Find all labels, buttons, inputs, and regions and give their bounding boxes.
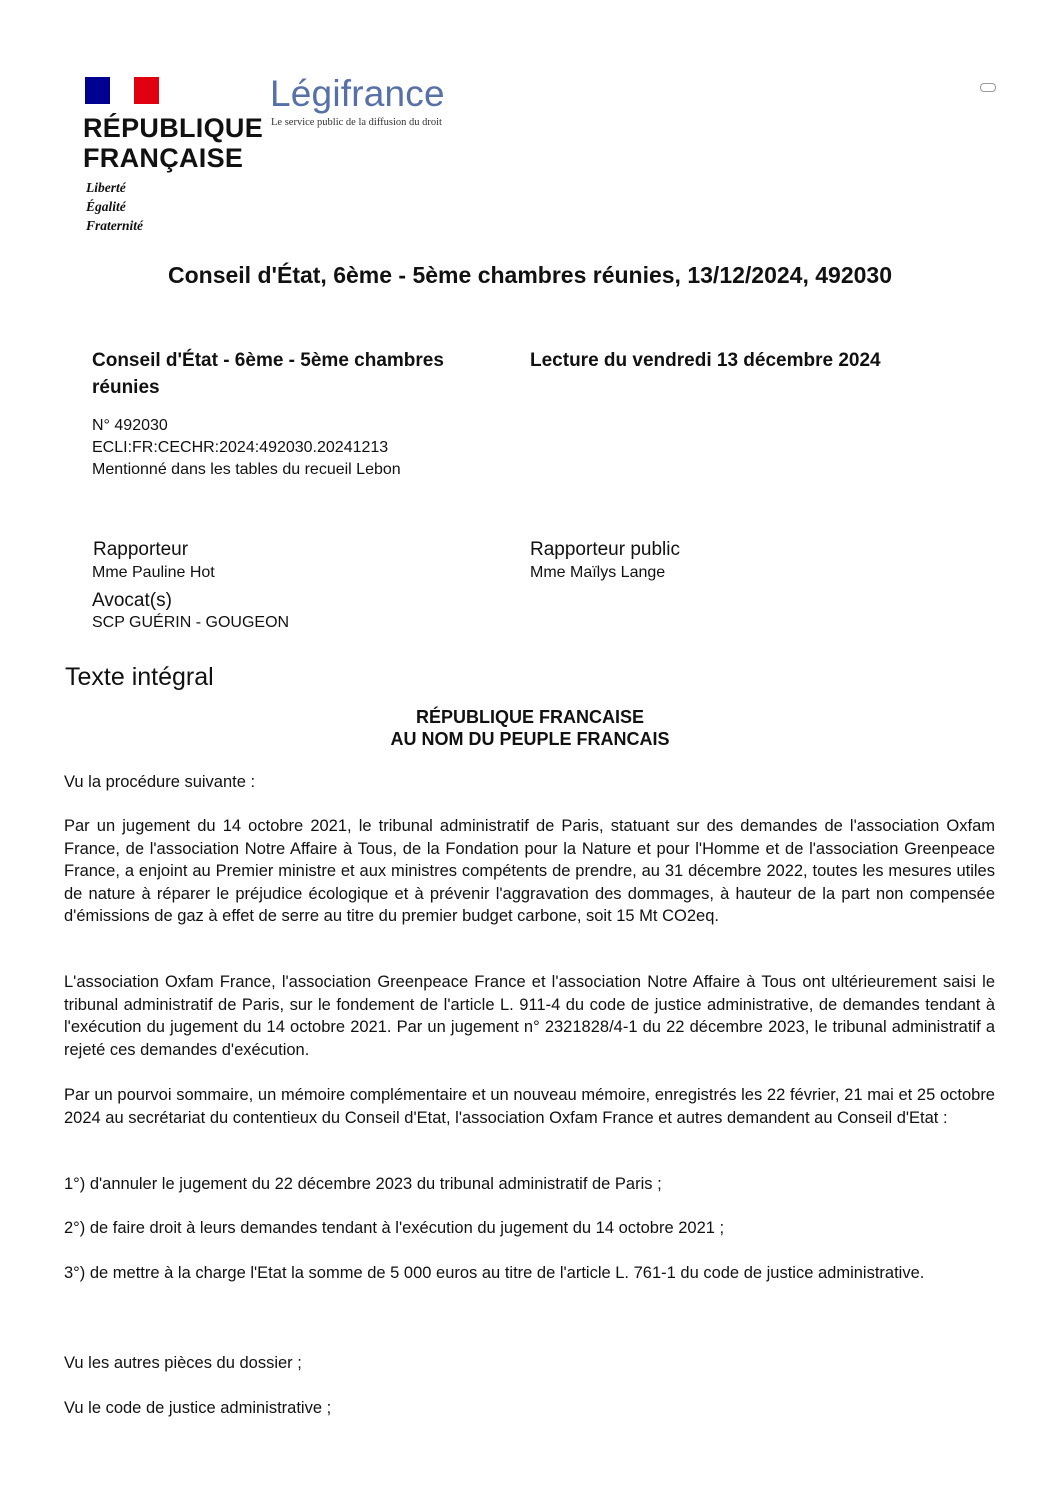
page-title: Conseil d'État, 6ème - 5ème chambres réunies, 13/12/2024, 492030 bbox=[168, 262, 892, 288]
motto-egalite: Égalité bbox=[86, 199, 126, 214]
court-name: Conseil d'État - 6ème - 5ème chambres réunies bbox=[92, 350, 444, 398]
motto-liberte: Liberté bbox=[86, 180, 126, 195]
paragraph: Vu le code de justice administrative ; bbox=[64, 1399, 332, 1417]
legifrance-tagline: Le service public de la diffusion du droit bbox=[271, 117, 442, 128]
rapporteur-public-name: Mme Maïlys Lange bbox=[530, 564, 666, 581]
heading-republique: RÉPUBLIQUE FRANCAISE bbox=[415, 707, 644, 727]
paragraph: L'association Oxfam France, l'association Greenpeace France et l'association Notre Affaire à Tous ont ultérieurement saisi le tribunal administratif de Paris, sur le fondement de l'article L. 911-4 du code de justice administrative, de demandes tendant à l'exécution du jugement du 14 octobre 2021. Par un jugement n° 2321828/4-1 du 22 décembre 2023, le tribunal administratif a rejeté ces demandes d'exécution. bbox=[64, 973, 995, 1059]
motto-fraternite: Fraternité bbox=[86, 218, 144, 233]
rapporteur-name: Mme Pauline Hot bbox=[92, 564, 215, 581]
paragraph: Par un jugement du 14 octobre 2021, le tribunal administratif de Paris, statuant sur des demandes de l'association Oxfam France, de l'association Notre Affaire à Tous, de la Fondation pour la Nature et pour l'Homme et de l'association Greenpeace France, a enjoint au Premier ministre et aux ministres compétents de prendre, au 31 décembre 2022, toutes les mesures utiles de nature à réparer le préjudice écologique et à prévenir l'aggravation des dommages, à hauteur de la part non compensée d'émissions de gaz à effet de serre au titre du premier budget carbone, soit 15 Mt CO2eq. bbox=[64, 817, 995, 925]
ecli-code: ECLI:FR:CECHR:2024:492030.20241213 bbox=[92, 439, 389, 456]
paragraph: Vu les autres pièces du dossier ; bbox=[64, 1354, 302, 1372]
rf-line1: RÉPUBLIQUE bbox=[83, 113, 264, 143]
republique-francaise-logo bbox=[83, 113, 263, 173]
motto bbox=[86, 178, 143, 235]
paragraph: 1°) d'annuler le jugement du 22 décembre 2023 du tribunal administratif de Paris ; bbox=[64, 1175, 662, 1193]
paragraph: 3°) de mettre à la charge l'Etat la somme de 5 000 euros au titre de l'article L. 761-1 du code de justice administrative. bbox=[64, 1264, 925, 1282]
toggle-icon[interactable] bbox=[980, 83, 996, 92]
rapporteur-public-label: Rapporteur public bbox=[530, 539, 680, 560]
lebon-mention: Mentionné dans les tables du recueil Lebon bbox=[92, 461, 401, 478]
avocats-name: SCP GUÉRIN - GOUGEON bbox=[92, 614, 290, 631]
legifrance-brand: Légifrance bbox=[270, 73, 445, 114]
section-title: Texte intégral bbox=[65, 663, 214, 691]
paragraph: Vu la procédure suivante : bbox=[64, 773, 256, 791]
avocats-label: Avocat(s) bbox=[92, 590, 172, 611]
french-flag-logo bbox=[85, 77, 159, 104]
paragraph: 2°) de faire droit à leurs demandes tendant à l'exécution du jugement du 14 octobre 2021 ; bbox=[64, 1219, 725, 1237]
paragraph: Par un pourvoi sommaire, un mémoire complémentaire et un nouveau mémoire, enregistrés les 22 février, 21 mai et 25 octobre 2024 au secrétariat du contentieux du Conseil d'Etat, l'association Oxfam France et autres demandent au Conseil d'Etat : bbox=[64, 1086, 995, 1127]
rf-line2: FRANÇAISE bbox=[83, 143, 244, 173]
reading-date: Lecture du vendredi 13 décembre 2024 bbox=[530, 350, 881, 371]
rapporteur-label: Rapporteur bbox=[93, 539, 189, 560]
heading-peuple: AU NOM DU PEUPLE FRANCAIS bbox=[390, 729, 670, 749]
decision-number: N° 492030 bbox=[92, 417, 168, 434]
